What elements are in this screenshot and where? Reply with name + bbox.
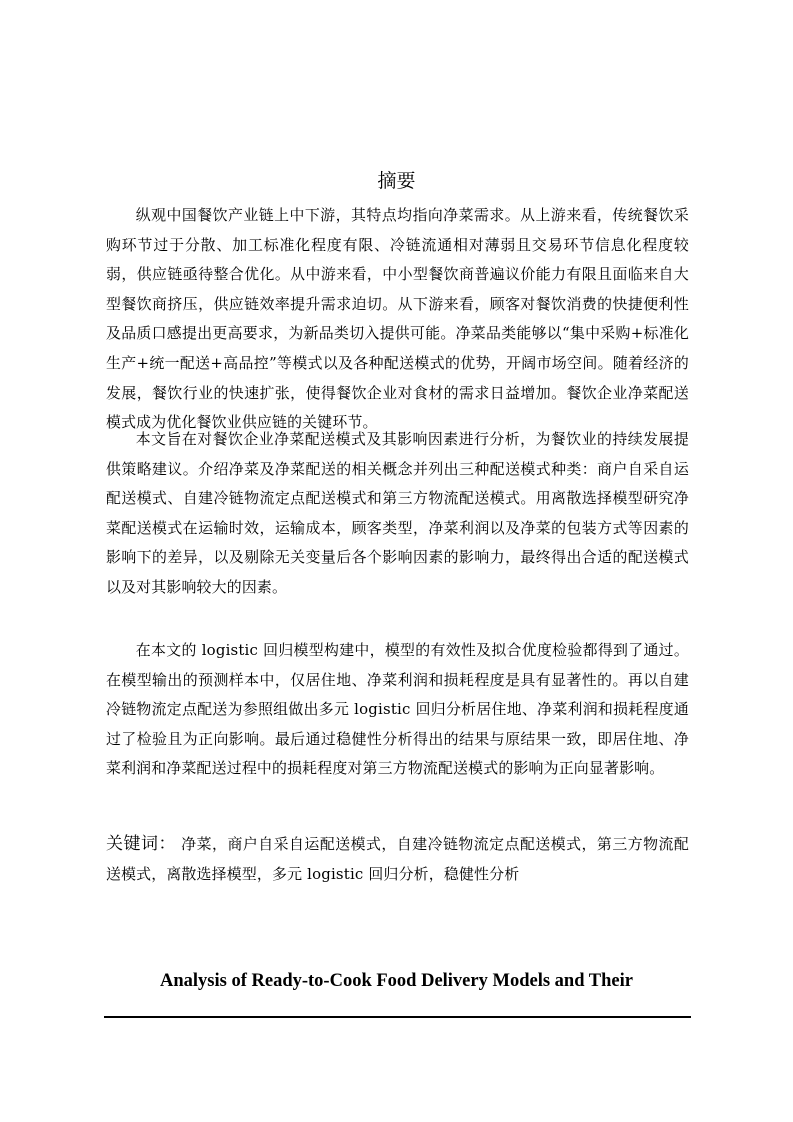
keywords-block: [106, 829, 689, 889]
keywords-label: 关键词：: [106, 834, 177, 854]
paragraph-text: 纵观中国餐饮产业链上中下游，其特点均指向净菜需求。从上游来看，传统餐饮采购环节过于分散、加工标准化程度有限、冷链流通相对薄弱且交易环节信息化程度较弱，供应链亟待整合优化。从中游来看，中小型餐饮商普遍议价能力有限且面临来自大型餐饮商挤压，供应链效率提升需求迫切。从下游来看，顾客对餐饮消费的快捷便利性及品质口感提出更高要求，为新品类切入提供可能。净菜品类能够以“集中采购+标准化生产+统一配送+高品控”等模式以及各种配送模式的优势，开阔市场空间。随着经济的发展，餐饮行业的快速扩张，使得餐饮企业对食材的需求日益增加。餐饮企业净菜配送模式成为优化餐饮业供应链的关键环节。: [106, 206, 689, 432]
abstract-paragraph-2: [106, 425, 689, 603]
abstract-paragraph-1: [106, 201, 689, 438]
keywords-text: 净菜，商户自采自运配送模式，自建冷链物流定点配送模式，第三方物流配送模式，离散选择模型，多元 logistic 回归分析，稳健性分析: [106, 835, 689, 883]
english-title: Analysis of Ready-to-Cook Food Delivery Models and Their: [160, 971, 633, 991]
abstract-paragraph-3: [106, 636, 689, 784]
page-divider: [104, 1016, 691, 1018]
paragraph-text: 在本文的 logistic 回归模型构建中，模型的有效性及拟合优度检验都得到了通过。在模型输出的预测样本中，仅居住地、净菜利润和损耗程度是具有显著性的。再以自建冷链物流定点配送为参照组做出多元 logistic 回归分析居住地、净菜利润和损耗程度通过了检验且为正向影响。最后通过稳健性分析得出的结果与原结果一致，即居住地、净菜利润和净菜配送过程中的损耗程度对第三方物流配送模式的影响为正向显著影响。: [106, 641, 689, 778]
paragraph-text: 本文旨在对餐饮企业净菜配送模式及其影响因素进行分析，为餐饮业的持续发展提供策略建议。介绍净菜及净菜配送的相关概念并列出三种配送模式种类：商户自采自运配送模式、自建冷链物流定点配送模式和第三方物流配送模式。用离散选择模型研究净菜配送模式在运输时效，运输成本，顾客类型，净菜利润以及净菜的包装方式等因素的影响下的差异，以及剔除无关变量后各个影响因素的影响力，最终得出合适的配送模式以及对其影响较大的因素。: [106, 430, 689, 596]
abstract-heading: 摘要: [377, 170, 416, 192]
